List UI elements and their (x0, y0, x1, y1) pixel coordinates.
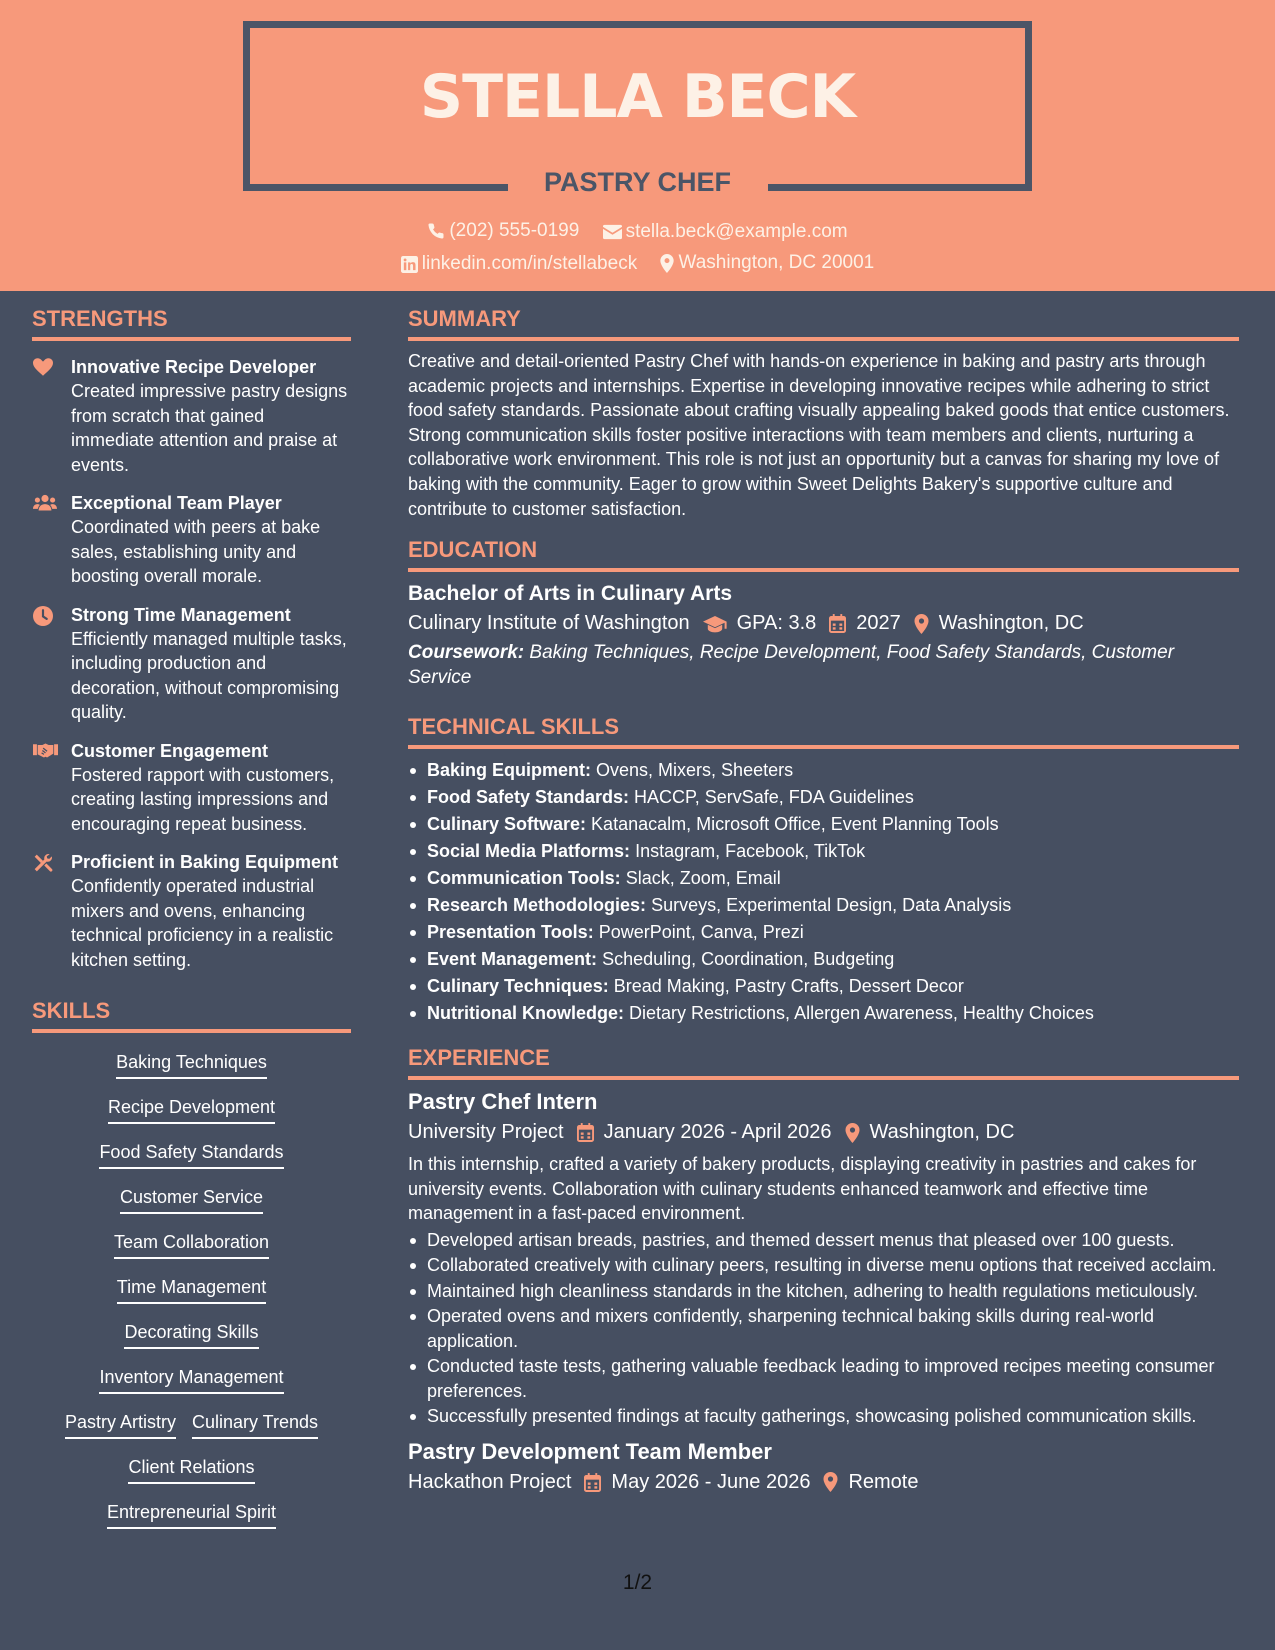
skill-tag: Baking Techniques (116, 1052, 267, 1079)
strength-item (32, 739, 351, 837)
linkedin-contact[interactable] (401, 253, 637, 275)
job-description: In this internship, crafted a variety of bakery products, displaying creativity in pastries and cakes for university events. Collaboration with culinary students enhanced teamwork and effective time management in a fast-paced environment. (408, 1154, 1197, 1224)
list-item (408, 865, 1239, 892)
phone-icon (427, 222, 445, 240)
candidate-name: STELLA BECK (419, 62, 856, 132)
strength-title: Proficient in Baking Equipment (71, 852, 339, 872)
calendar-icon (829, 614, 846, 633)
right-column (408, 306, 1239, 1494)
skill-tag: Decorating Skills (124, 1322, 258, 1349)
skills-list (32, 1043, 351, 1538)
job-location: Washington, DC (869, 1121, 1015, 1144)
envelope-icon (603, 224, 622, 240)
job-meta (408, 1471, 1239, 1494)
job-meta (408, 1121, 1239, 1144)
skill-values: Katanacalm, Microsoft Office, Event Planning Tools (591, 814, 999, 835)
phone-contact (427, 220, 579, 242)
job-org: Hackathon Project (408, 1470, 572, 1493)
skill-tag: Food Safety Standards (99, 1142, 283, 1169)
skill-category: Presentation Tools: (427, 922, 594, 943)
left-column (32, 306, 351, 1538)
map-pin-icon (660, 254, 674, 273)
job-title: PASTRY CHEF (543, 167, 732, 197)
list-item: Developed artisan breads, pastries, and themed dessert menus that pleased over 100 guests. (408, 1228, 1239, 1253)
school-location: Washington, DC (938, 612, 1084, 635)
skill-values: Slack, Zoom, Email (625, 868, 781, 889)
job-role: Pastry Chef Intern (408, 1089, 598, 1115)
education-meta (408, 612, 1239, 635)
list-item (408, 838, 1239, 865)
contact-row-1 (0, 220, 1275, 246)
strength-item (32, 355, 351, 477)
coursework-label: Coursework: (408, 642, 525, 664)
list-item (408, 811, 1239, 838)
users-icon (33, 494, 57, 511)
location-contact (660, 252, 874, 274)
list-item: Collaborated creatively with culinary peers, resulting in diverse menu options that received acclaim. (408, 1253, 1239, 1278)
linkedin-icon (401, 256, 418, 273)
list-item (408, 892, 1239, 919)
coursework-text: Baking Techniques, Recipe Development, Food Safety Standards, Customer Service (408, 642, 1175, 689)
summary-heading: SUMMARY (408, 306, 1239, 341)
list-item (408, 757, 1239, 784)
strength-item (32, 603, 351, 725)
skill-values: Surveys, Experimental Design, Data Analysis (651, 895, 1012, 916)
strength-desc: Fostered rapport with customers, creating lasting impressions and encouraging repeat business. (71, 764, 335, 834)
job-org: University Project (408, 1121, 564, 1144)
skill-tag: Time Management (117, 1277, 266, 1304)
graduation-year: 2027 (856, 612, 901, 635)
skill-category: Food Safety Standards: (427, 787, 630, 808)
heart-icon (33, 358, 53, 376)
job-dates: May 2026 - June 2026 (611, 1470, 811, 1493)
tools-icon (33, 853, 53, 873)
page-number: 1/2 (622, 1571, 653, 1594)
strengths-heading: STRENGTHS (32, 306, 351, 341)
email-text[interactable]: stella.beck@example.com (625, 221, 848, 242)
education-heading: EDUCATION (408, 537, 1239, 572)
skill-tag: Client Relations (128, 1457, 254, 1484)
strength-desc: Efficiently managed multiple tasks, including production and decoration, without compromising quality. (71, 628, 347, 722)
degree-title: Bachelor of Arts in Culinary Arts (408, 582, 733, 606)
coursework (408, 640, 1239, 690)
skill-tag: Entrepreneurial Spirit (107, 1502, 276, 1529)
experience-heading: EXPERIENCE (408, 1045, 1239, 1080)
graduation-cap-icon (703, 615, 727, 633)
skill-category: Baking Equipment: (427, 760, 592, 781)
technical-skills-heading: TECHNICAL SKILLS (408, 714, 1239, 749)
strength-desc: Confidently operated industrial mixers and ovens, enhancing technical proficiency in a realistic kitchen setting. (71, 876, 334, 970)
handshake-icon (33, 742, 58, 759)
school-name: Culinary Institute of Washington (408, 612, 690, 635)
skill-category: Culinary Software: (427, 814, 587, 835)
skill-values: Instagram, Facebook, TikTok (635, 841, 866, 862)
skill-tag: Culinary Trends (192, 1412, 318, 1439)
list-item (408, 919, 1239, 946)
clock-icon (33, 606, 53, 626)
job-bullets (408, 1228, 1239, 1429)
phone-text: (202) 555-0199 (449, 220, 580, 241)
job-dates: January 2026 - April 2026 (603, 1121, 832, 1144)
skills-heading: SKILLS (32, 998, 351, 1033)
summary-text: Creative and detail-oriented Pastry Chef with hands-on experience in baking and pastry arts through academic projects and internships. Expertise in developing innovative recipes while adhering to strict food safety standards. Passionate about crafting visually appealing baked goods that entice customers. Strong communication skills foster positive interactions with team members and clients, nurturing a collaborative work environment. This role is not just an opportunity but a canvas for sharing my love of baking with the community. Eager to grow within Sweet Delights Bakery's supportive culture and contribute to customer satisfaction. (408, 351, 1230, 519)
skill-values: Ovens, Mixers, Sheeters (596, 760, 794, 781)
list-item: Operated ovens and mixers confidently, sharpening technical baking skills during real-world application. (408, 1304, 1239, 1353)
skill-tag: Recipe Development (108, 1097, 275, 1124)
strength-item (32, 491, 351, 589)
strength-title: Innovative Recipe Developer (71, 357, 317, 377)
list-item (408, 1000, 1239, 1027)
calendar-icon (584, 1473, 601, 1492)
skill-tag: Team Collaboration (114, 1232, 269, 1259)
contact-row-2 (0, 252, 1275, 279)
location-text: Washington, DC 20001 (678, 252, 875, 273)
map-pin-icon (823, 1472, 838, 1492)
skill-category: Research Methodologies: (427, 895, 647, 916)
skill-category: Nutritional Knowledge: (427, 1003, 624, 1024)
map-pin-icon (914, 614, 929, 634)
map-pin-icon (845, 1123, 860, 1143)
strength-item (32, 850, 351, 972)
resume-header (0, 0, 1275, 291)
skill-category: Culinary Techniques: (427, 976, 609, 997)
list-item: Maintained high cleanliness standards in the kitchen, adhering to health regulations meticulously. (408, 1279, 1239, 1304)
list-item: Conducted taste tests, gathering valuable feedback leading to improved recipes meeting consumer preferences. (408, 1354, 1239, 1403)
list-item (408, 973, 1239, 1000)
skill-category: Event Management: (427, 949, 598, 970)
skill-values: Bread Making, Pastry Crafts, Dessert Decor (613, 976, 964, 997)
skill-values: Dietary Restrictions, Allergen Awareness, Healthy Choices (629, 1003, 1094, 1024)
technical-skills-list (408, 757, 1239, 1027)
list-item (408, 946, 1239, 973)
gpa-text: GPA: 3.8 (736, 612, 817, 635)
job-role: Pastry Development Team Member (408, 1438, 772, 1464)
skill-values: Scheduling, Coordination, Budgeting (602, 949, 895, 970)
skill-category: Communication Tools: (427, 868, 621, 889)
strength-desc: Created impressive pastry designs from scratch that gained immediate attention and praise at events. (71, 381, 348, 475)
strength-title: Exceptional Team Player (71, 493, 282, 513)
skill-values: HACCP, ServSafe, FDA Guidelines (634, 787, 914, 808)
skill-tag: Customer Service (120, 1187, 263, 1214)
linkedin-text[interactable]: linkedin.com/in/stellabeck (421, 253, 638, 274)
skill-values: PowerPoint, Canva, Prezi (598, 922, 804, 943)
list-item (408, 784, 1239, 811)
email-contact[interactable] (603, 221, 848, 243)
job-location: Remote (848, 1470, 919, 1493)
strength-title: Customer Engagement (71, 740, 269, 761)
skill-tag: Pastry Artistry (65, 1412, 176, 1439)
list-item: Successfully presented findings at faculty gatherings, showcasing polished communication skills. (408, 1404, 1239, 1429)
strength-title: Strong Time Management (71, 604, 291, 625)
calendar-icon (577, 1123, 594, 1142)
skill-category: Social Media Platforms: (427, 841, 631, 862)
strength-desc: Coordinated with peers at bake sales, establishing unity and boosting overall morale. (71, 517, 321, 586)
skill-tag: Inventory Management (99, 1367, 283, 1394)
